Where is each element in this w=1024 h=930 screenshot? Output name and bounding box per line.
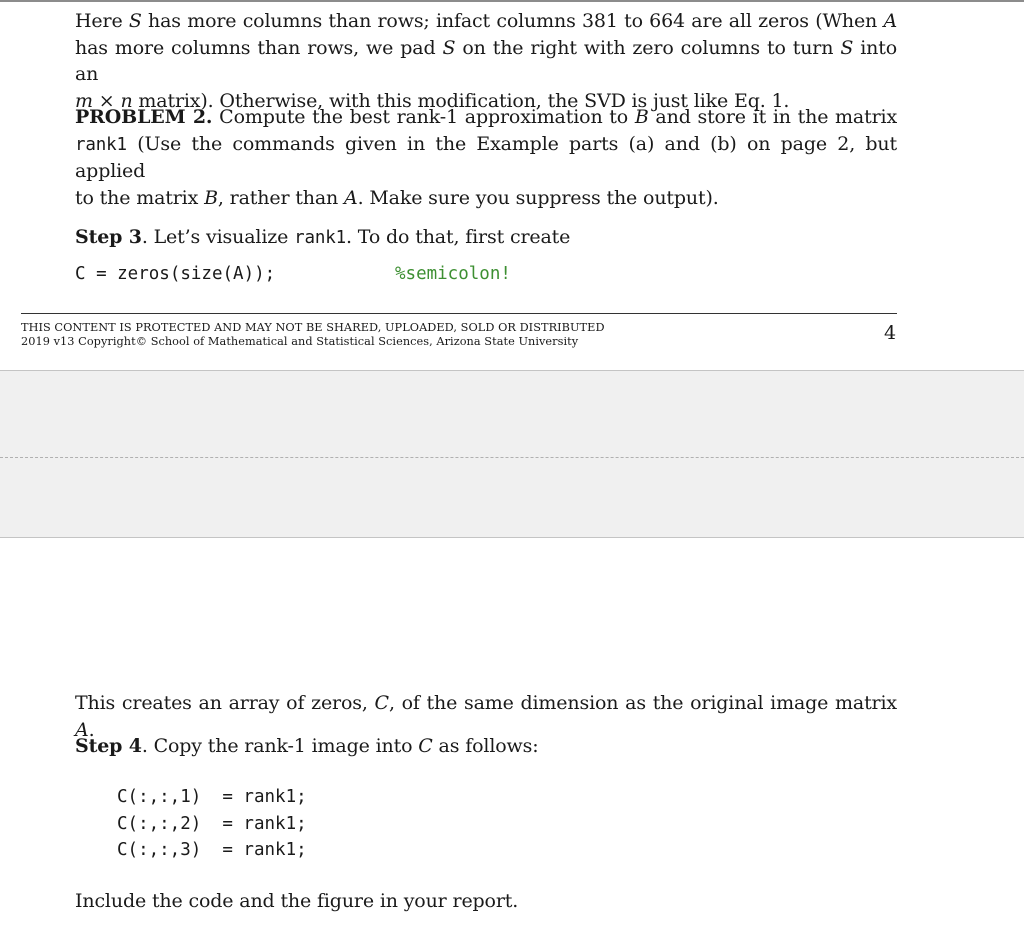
page-top-border bbox=[0, 0, 1024, 2]
final-instruction: Include the code and the figure in your report. bbox=[75, 890, 519, 912]
intro-line-3: m × n matrix). Otherwise, with this modification, the SVD is just like Eq. 1. bbox=[75, 89, 790, 112]
problem-2-line-1: PROBLEM 2. Compute the best rank-1 approximation to B and store it in the matrix bbox=[75, 106, 898, 128]
intro-line-1: Here S has more columns than rows; infact columns 381 to 664 are all zeros (When A bbox=[75, 10, 898, 32]
page-gap bbox=[0, 370, 1024, 538]
code-line-1: C(:,:,1) = rank1; bbox=[117, 787, 307, 807]
step-3-paragraph: Step 3. Let’s visualize rank1. To do that, first create bbox=[75, 226, 571, 248]
code-comment: %semicolon! bbox=[395, 264, 511, 284]
code-line-2: C(:,:,2) = rank1; bbox=[117, 814, 307, 834]
code-line-3: C(:,:,3) = rank1; bbox=[117, 840, 307, 860]
intro-line-2: has more columns than rows, we pad S on the right with zero columns to turn S into an bbox=[75, 36, 897, 85]
page-number: 4 bbox=[884, 322, 897, 344]
footer-notice: THIS CONTENT IS PROTECTED AND MAY NOT BE SHARED, UPLOADED, SOLD OR DISTRIBUTED 2019 v13 Copyright© School of Mathematical and Statistical Sciences, Arizona State University bbox=[21, 321, 605, 348]
step-4-paragraph: Step 4. Copy the rank-1 image into C as follows: bbox=[75, 735, 539, 757]
problem-2-paragraph bbox=[75, 104, 897, 211]
problem-2-line-3: to the matrix B, rather than A. Make sure you suppress the output). bbox=[75, 186, 719, 209]
intro-paragraph bbox=[75, 8, 897, 114]
problem-2-label: PROBLEM 2. bbox=[75, 106, 213, 128]
step-3-label: Step 3 bbox=[75, 226, 142, 248]
step-4-label: Step 4 bbox=[75, 735, 142, 757]
zeros-code-line: C = zeros(size(A)); bbox=[75, 264, 276, 284]
rank1-code-word: rank1 bbox=[294, 228, 347, 248]
page-break-line bbox=[0, 457, 1024, 458]
zeros-explanation: This creates an array of zeros, C, of the same dimension as the original image matrix A. bbox=[75, 692, 897, 741]
rank1-code-word: rank1 bbox=[75, 134, 127, 155]
footer-rule bbox=[21, 313, 897, 314]
problem-2-line-2: rank1 (Use the commands given in the Example parts (a) and (b) on page 2, but applied bbox=[75, 132, 897, 182]
